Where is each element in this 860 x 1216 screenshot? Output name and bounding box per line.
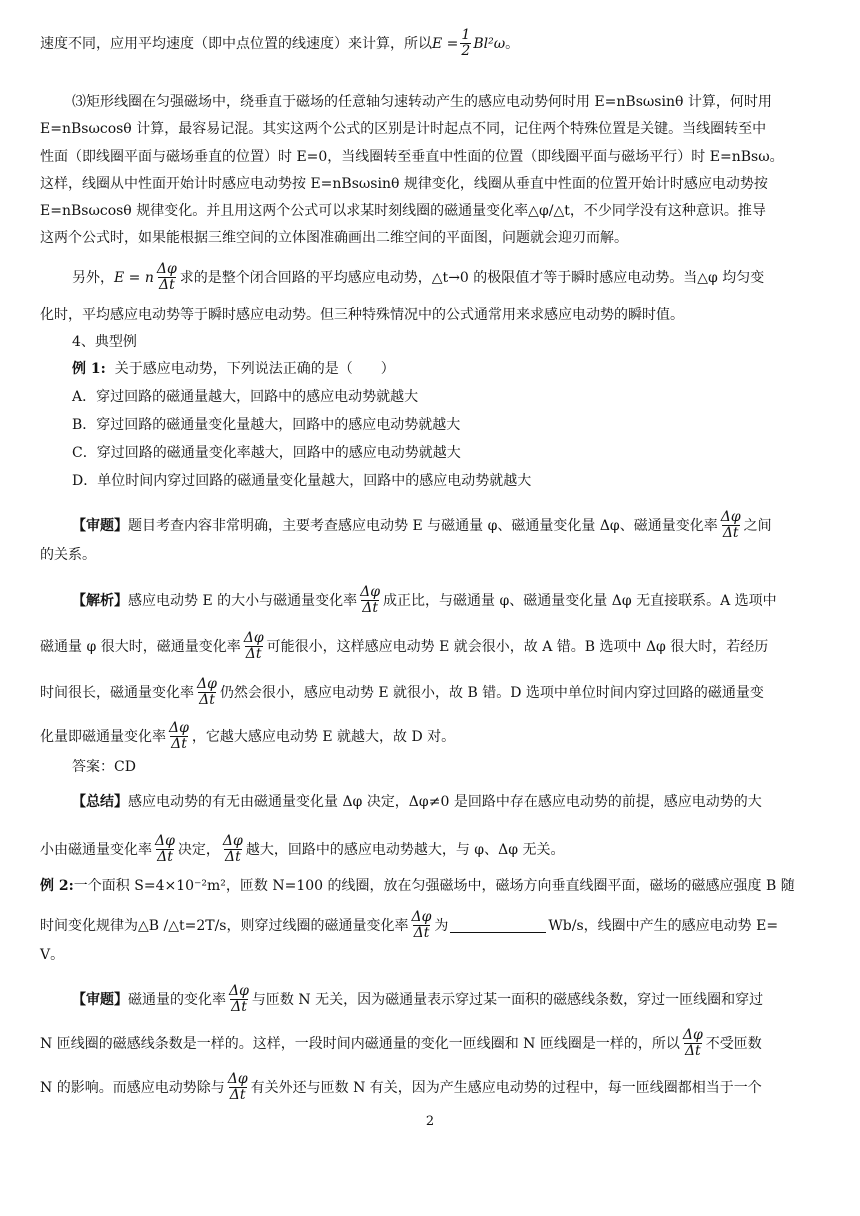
text: 这两个公式时，如果能根据三维空间的立体图准确画出二维空间的平面图，问题就会迎刃而解。: [40, 230, 628, 246]
text: Wb/s，线圈中产生的感应电动势 E=: [548, 917, 779, 934]
paragraph-line: [40, 119, 830, 139]
summary-line: [72, 792, 830, 812]
text: N 匝线圈的磁感线条数是一样的。这样，一段时间内磁通量的变化一匝线圈和 N 匝线圈是一样的，所以: [40, 1035, 680, 1052]
paragraph-line: [40, 305, 830, 325]
text: 为: [434, 917, 449, 934]
fraction: [222, 834, 244, 865]
text: 可能很小，这样感应电动势 E 就会很小，故 A 错。B 选项中 Δφ 很大时，若经历: [266, 638, 769, 655]
example-label: 例 2:: [40, 878, 74, 894]
example-question: [40, 945, 830, 965]
solution-line: [72, 585, 830, 616]
fraction-denominator: Δt: [362, 600, 378, 616]
text: C．穿过回路的磁通量变化率越大，回路中的感应电动势就越大: [72, 445, 461, 461]
fraction-numerator: Δφ: [169, 720, 189, 736]
example-label: 例 1:: [72, 361, 106, 377]
text: 仍然会很小，感应电动势 E 就很小，故 B 错。D 选项中单位时间内穿过回路的磁通量变: [219, 684, 764, 701]
answer-line: [72, 757, 830, 777]
paragraph-line: [40, 147, 830, 167]
bracket-label: 【审题】: [72, 991, 128, 1008]
fraction-numerator: Δφ: [682, 1027, 703, 1043]
fraction-denominator: Δt: [229, 1087, 246, 1103]
text: 。: [505, 35, 520, 52]
text: 磁通量的变化率: [128, 991, 226, 1008]
text: V。: [40, 947, 65, 963]
fraction-numerator: Δφ: [411, 909, 432, 925]
fraction-numerator: Δφ: [156, 261, 177, 277]
text: 不受匝数: [705, 1035, 762, 1052]
analysis-line: [40, 1072, 830, 1103]
fraction: [227, 1072, 249, 1103]
paragraph-line: [72, 92, 830, 112]
example-question: [40, 910, 830, 941]
text: 的关系。: [40, 547, 96, 563]
fraction: [359, 585, 381, 616]
text: 磁通量 φ 很大时，磁通量变化率: [40, 638, 241, 655]
analysis-line: [72, 510, 830, 541]
fraction-numerator: Δφ: [227, 1071, 248, 1087]
fraction-denominator: Δt: [171, 736, 187, 752]
fraction-denominator: Δt: [413, 925, 430, 941]
text: 4、典型例: [72, 334, 137, 350]
analysis-line: [72, 984, 830, 1015]
option-d: [72, 471, 830, 491]
text: 成正比，与磁通量 φ、磁通量变化量 Δφ 无直接联系。A 选项中: [383, 592, 777, 609]
fraction-denominator: Δt: [684, 1043, 701, 1059]
fraction-numerator: Δφ: [222, 833, 243, 849]
bracket-label: 【总结】: [72, 794, 128, 810]
fraction-denominator: Δt: [225, 849, 241, 865]
fraction: [411, 910, 433, 941]
text: 关于感应电动势，下列说法正确的是（ ）: [114, 361, 395, 377]
example-question: [72, 359, 830, 379]
text: 这样，线圈从中性面开始计时感应电动势按 E=nBsωsinθ 规律变化，线圈从垂直中性面的位置开始计时感应电动势按: [40, 176, 768, 192]
text: 有关外还与匝数 N 有关，因为产生感应电动势的过程中，每一匝线圈都相当于一个: [250, 1079, 762, 1096]
fraction: [720, 510, 742, 541]
paragraph-line: [40, 28, 830, 59]
solution-line: [40, 721, 830, 752]
text: 感应电动势 E 的大小与磁通量变化率: [128, 592, 358, 609]
solution-line: [40, 631, 830, 662]
section-heading: [72, 332, 830, 352]
fraction-numerator: Δφ: [243, 630, 264, 646]
text: 越大，回路中的感应电动势越大，与 φ、Δφ 无关。: [245, 841, 565, 858]
analysis-line: [40, 1028, 830, 1059]
fraction: [682, 1028, 704, 1059]
answer-blank: [450, 918, 546, 933]
text: 化时，平均感应电动势等于瞬时感应电动势。但三种特殊情况中的公式通常用来求感应电动势的瞬时值。: [40, 307, 684, 323]
fraction-denominator: Δt: [245, 646, 262, 662]
fraction: [243, 631, 265, 662]
page-number: 2: [425, 1114, 435, 1129]
solution-line: [40, 677, 830, 708]
text: A．穿过回路的磁通量越大，回路中的感应电动势就越大: [72, 389, 419, 405]
fraction-denominator: Δt: [199, 692, 215, 708]
text: 与匝数 N 无关，因为磁通量表示穿过某一面积的磁感线条数，穿过一匝线圈和穿过: [251, 991, 764, 1008]
fraction-denominator: Δt: [722, 525, 739, 541]
text: 决定，: [177, 841, 220, 858]
text: 另外，: [72, 269, 114, 286]
fraction-numerator: 1: [461, 27, 471, 43]
option-b: [72, 415, 830, 435]
fraction: [168, 721, 190, 752]
paragraph-line: [40, 174, 830, 194]
analysis-line: [40, 545, 830, 565]
text: 求的是整个闭合回路的平均感应电动势，△t→0 的极限值才等于瞬时感应电动势。当△φ 均匀变: [179, 269, 765, 286]
text: N 的影响。而感应电动势除与: [40, 1079, 225, 1096]
fraction-denominator: 2: [461, 43, 471, 59]
option-c: [72, 443, 830, 463]
text: 时间很长，磁通量变化率: [40, 684, 194, 701]
text: 题目考查内容非常明确，主要考查感应电动势 E 与磁通量 φ、磁通量变化量 Δφ、磁通量变化率: [128, 517, 718, 534]
fraction-numerator: Δφ: [229, 983, 249, 999]
fraction-denominator: Δt: [231, 999, 247, 1015]
fraction-numerator: Δφ: [155, 833, 175, 849]
text: 感应电动势的有无由磁通量变化量 Δφ 决定，Δφ≠0 是回路中存在感应电动势的前提，感应电动势的大: [128, 794, 762, 810]
fraction: [156, 262, 178, 293]
text: 一个面积 S=4×10⁻²m²，匝数 N=100 的线圈，放在匀强磁场中，磁场方向垂直线圈平面，磁场的磁感应强度 B 随: [73, 878, 795, 894]
formula-text: E =: [432, 35, 459, 52]
text: ⑶矩形线圈在匀强磁场中，绕垂直于磁场的任意轴匀速转动产生的感应电动势何时用 E=nBsωsinθ 计算，何时用: [72, 94, 772, 110]
formula-text: Bl²ω: [473, 35, 506, 52]
paragraph-line: [40, 201, 830, 221]
text: E=nBsωcosθ 规律变化。并且用这两个公式可以求某时刻线圈的磁通量变化率△φ/△t，不少同学没有这种意识。推导: [40, 203, 766, 219]
bracket-label: 【解析】: [72, 592, 128, 609]
fraction: [460, 28, 471, 59]
bracket-label: 【审题】: [72, 517, 128, 534]
summary-line: [40, 834, 830, 865]
fraction-denominator: Δt: [157, 849, 173, 865]
text: ，它越大感应电动势 E 就越大，故 D 对。: [191, 728, 456, 745]
text: 时间变化规律为△B /△t=2T/s，则穿过线圈的磁通量变化率: [40, 917, 409, 934]
fraction-numerator: Δφ: [197, 676, 217, 692]
text: D．单位时间内穿过回路的磁通量变化量越大，回路中的感应电动势就越大: [72, 473, 532, 489]
example-question: [40, 876, 830, 896]
fraction: [196, 677, 218, 708]
text: 之间: [743, 517, 772, 534]
fraction: [228, 984, 250, 1015]
option-a: [72, 387, 830, 407]
fraction: [154, 834, 176, 865]
fraction-numerator: Δφ: [720, 509, 741, 525]
text: 小由磁通量变化率: [40, 841, 152, 858]
paragraph-line: [40, 228, 830, 248]
text: 答案：CD: [72, 759, 136, 775]
text: 化量即磁通量变化率: [40, 728, 166, 745]
fraction-denominator: Δt: [158, 277, 175, 293]
text: E=nBsωcosθ 计算，最容易记混。其实这两个公式的区别是计时起点不同，记住两个特殊位置是关键。当线圈转至中: [40, 121, 767, 137]
formula-text: E = n: [114, 269, 154, 286]
text: B．穿过回路的磁通量变化量越大，回路中的感应电动势就越大: [72, 417, 461, 433]
fraction-numerator: Δφ: [360, 584, 381, 600]
text: 性面（即线圈平面与磁场垂直的位置）时 E=0，当线圈转至垂直中性面的位置（即线圈平面与磁场平行）时 E=nBsω。: [40, 149, 784, 165]
paragraph-line: [72, 262, 830, 293]
text: 速度不同，应用平均速度（即中点位置的线速度）来计算，所以: [40, 35, 432, 52]
